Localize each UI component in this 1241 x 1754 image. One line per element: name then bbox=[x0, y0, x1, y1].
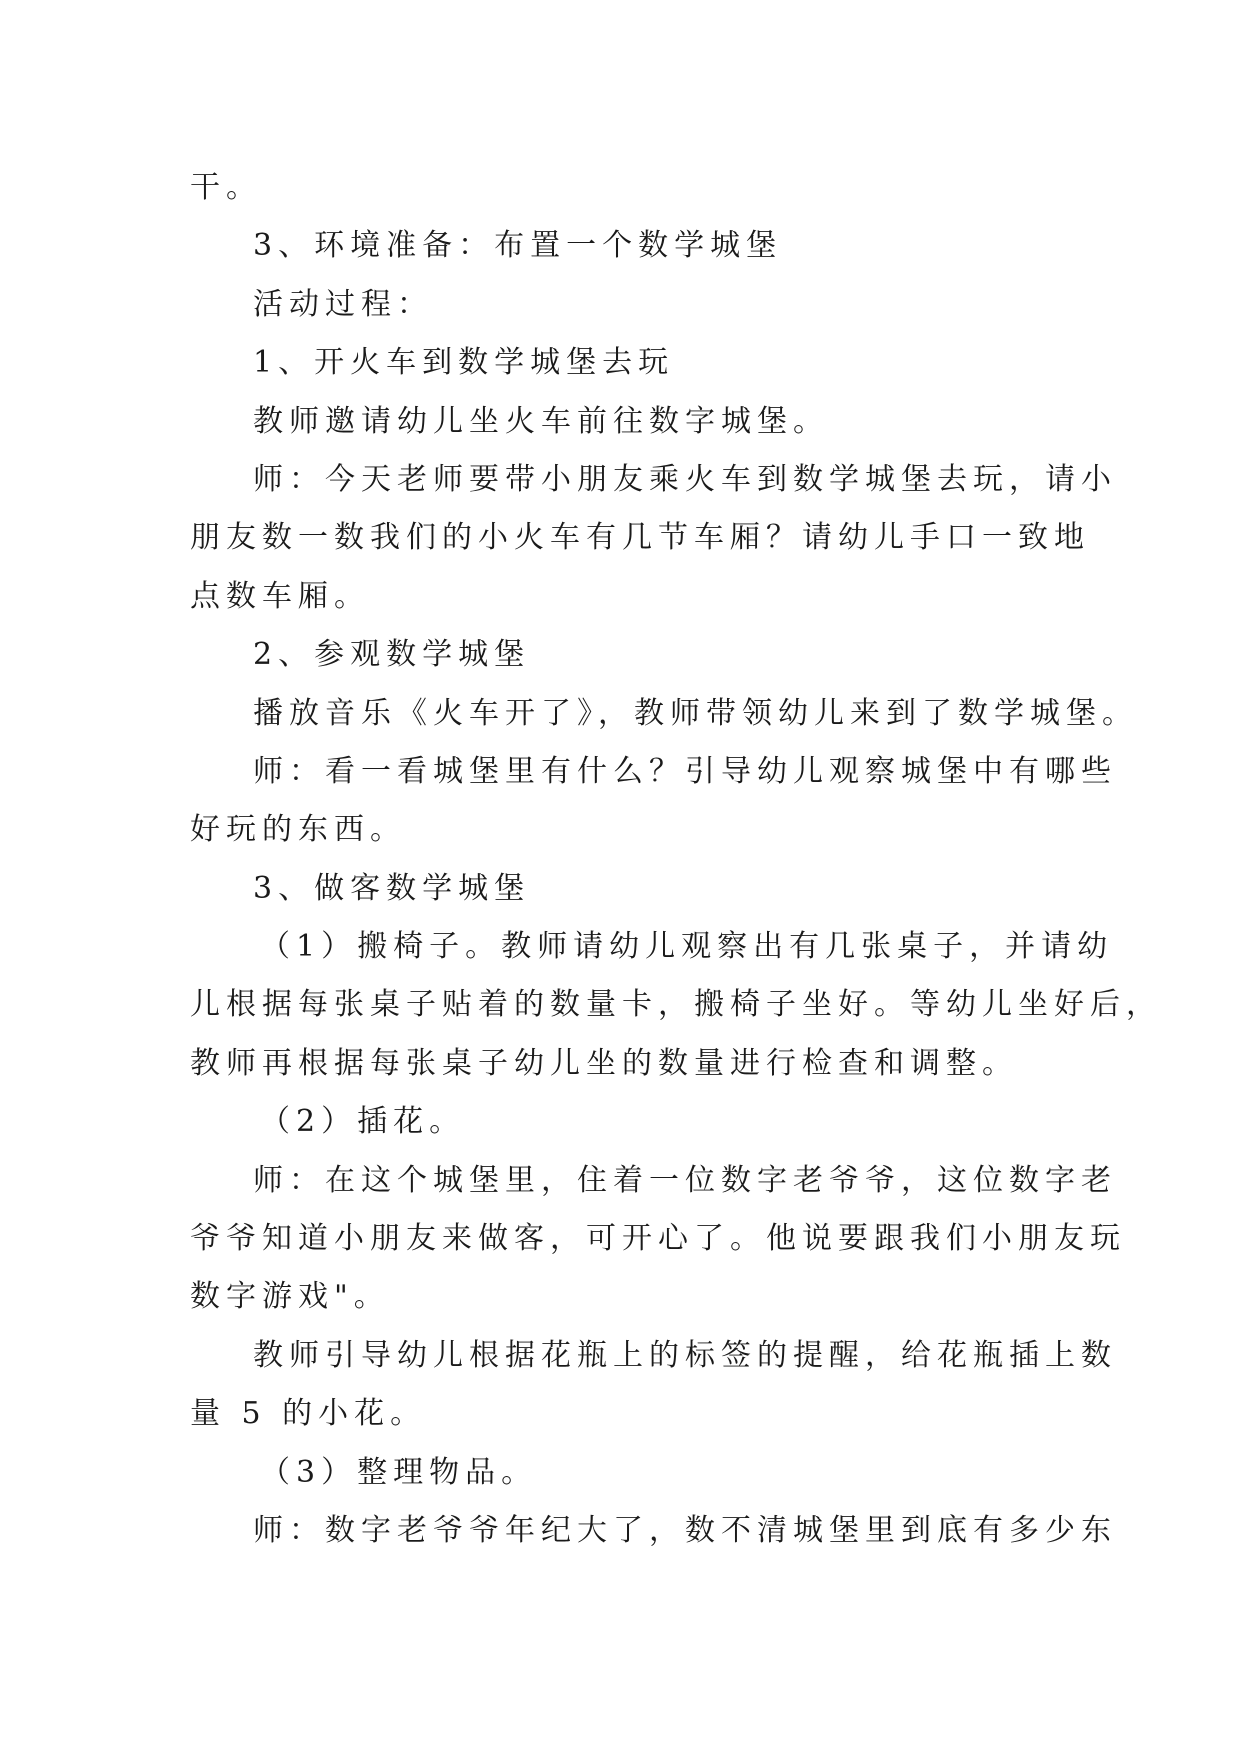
section-heading: （3）整理物品。 bbox=[260, 1454, 538, 1490]
text-line: 师：看一看城堡里有什么？引导幼儿观察城堡中有哪些 bbox=[253, 753, 1117, 789]
text-line: 教师再根据每张桌子幼儿坐的数量进行检查和调整。 bbox=[190, 1045, 1018, 1081]
section-heading: 1、开火车到数学城堡去玩 bbox=[253, 345, 675, 381]
document-body bbox=[190, 159, 1162, 1560]
text-line: 朋友数一数我们的小火车有几节车厢？请幼儿手口一致地 bbox=[190, 520, 1090, 556]
text-line: 儿根据每张桌子贴着的数量卡，搬椅子坐好。等幼儿坐好后， bbox=[190, 987, 1162, 1023]
section-heading: 活动过程： bbox=[253, 286, 433, 322]
text-line: 师：今天老师要带小朋友乘火车到数学城堡去玩，请小 bbox=[253, 461, 1117, 497]
text-line: 干。 bbox=[190, 170, 262, 205]
text-line: 好玩的东西。 bbox=[190, 812, 406, 848]
text-line: 3、环境准备：布置一个数学城堡 bbox=[253, 228, 783, 264]
section-heading: （2）插花。 bbox=[260, 1104, 466, 1140]
text-line: 教师引导幼儿根据花瓶上的标签的提醒，给花瓶插上数 bbox=[253, 1337, 1117, 1373]
text-line: 爷爷知道小朋友来做客，可开心了。他说要跟我们小朋友玩 bbox=[190, 1221, 1126, 1257]
text-line: 点数车厢。 bbox=[190, 578, 370, 614]
section-heading: 2、参观数学城堡 bbox=[253, 637, 531, 673]
text-line: 量 5 的小花。 bbox=[190, 1396, 427, 1432]
text-line: 师：数字老爷爷年纪大了，数不清城堡里到底有多少东 bbox=[253, 1512, 1117, 1548]
section-heading: 3、做客数学城堡 bbox=[253, 870, 531, 906]
text-line: 教师邀请幼儿坐火车前往数字城堡。 bbox=[253, 403, 829, 439]
text-line: 播放音乐《火车开了》，教师带领幼儿来到了数学城堡。 bbox=[253, 695, 1138, 731]
text-line: 师：在这个城堡里，住着一位数字老爷爷，这位数字老 bbox=[253, 1162, 1117, 1198]
text-line: 数字游戏"。 bbox=[190, 1279, 390, 1315]
text-line: （1）搬椅子。教师请幼儿观察出有几张桌子，并请幼 bbox=[260, 929, 1114, 965]
